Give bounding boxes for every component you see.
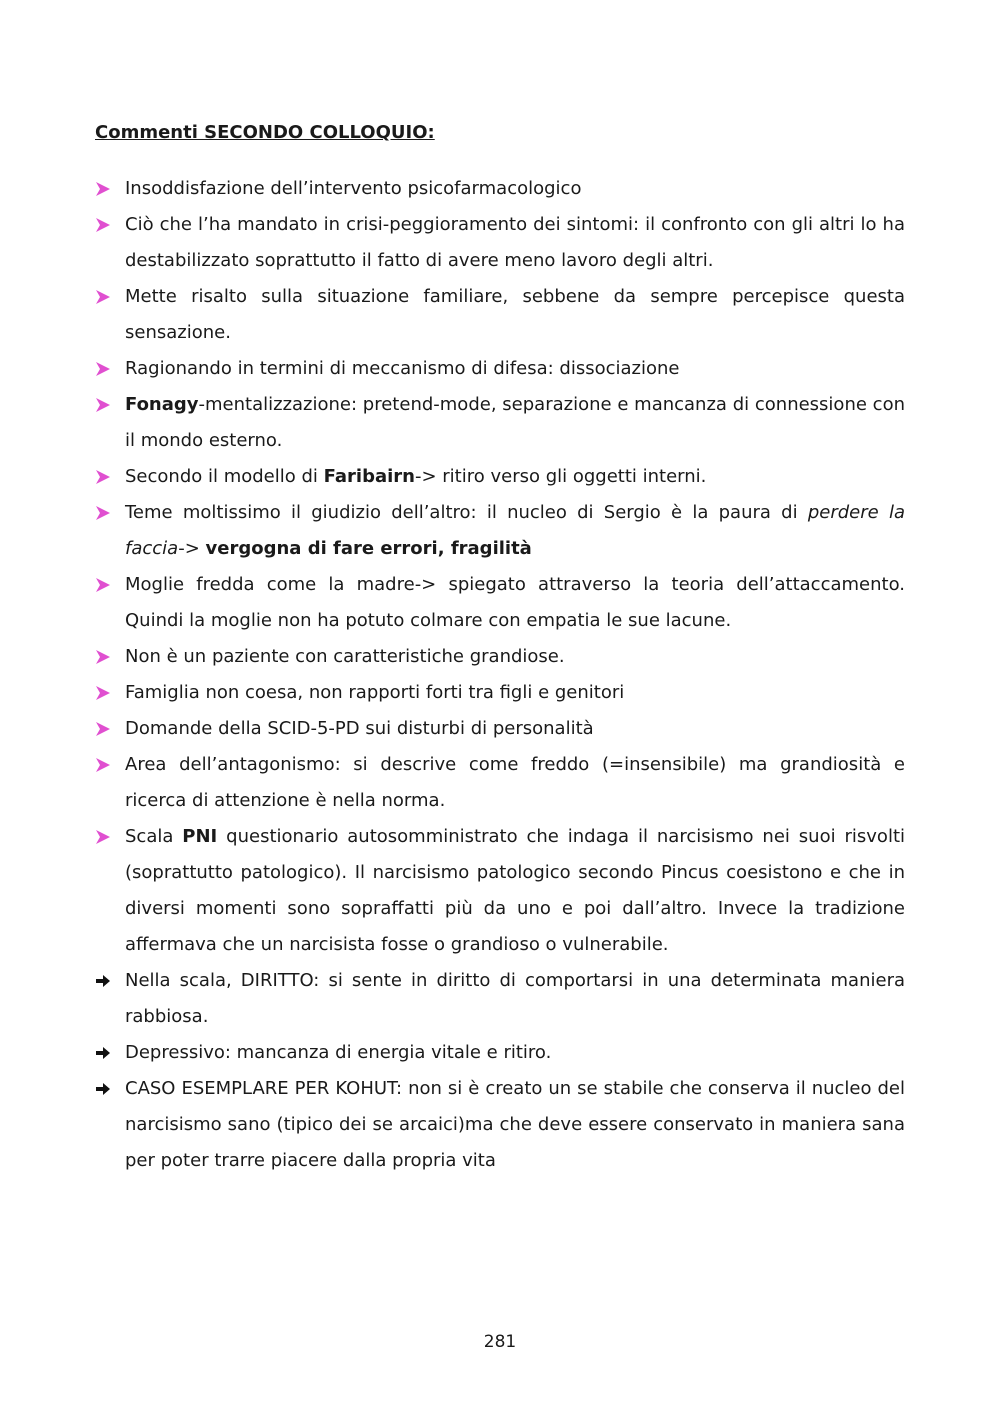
list-item: [95, 711, 905, 747]
item-text-mid: ->: [178, 538, 206, 559]
item-text: Depressivo: mancanza di energia vitale e ritiro.: [125, 1042, 552, 1063]
list-item: [95, 963, 905, 1035]
item-text: Insoddisfazione dell’intervento psicofarmacologico: [125, 178, 582, 199]
item-text: Ciò che l’ha mandato in crisi-peggioramento dei sintomi: il confronto con gli altri lo ha destabilizzato soprattutto il fatto di avere meno lavoro degli altri.: [125, 214, 905, 271]
right-arrow-icon: [95, 1045, 111, 1061]
page-number: 281: [483, 1332, 517, 1352]
bullet-arrowhead-icon: [95, 361, 111, 377]
bullet-arrowhead-icon: [95, 181, 111, 197]
bullet-arrowhead-icon: [95, 289, 111, 305]
item-text-prefix: Teme moltissimo il giudizio dell’altro: il nucleo di Sergio è la paura di: [125, 502, 808, 523]
section-heading: Commenti SECONDO COLLOQUIO:: [95, 122, 435, 143]
item-text: Moglie fredda come la madre-> spiegato attraverso la teoria dell’attaccamento. Quindi la moglie non ha potuto colmare con empatia le sue lacune.: [125, 574, 905, 631]
item-text: Mette risalto sulla situazione familiare, sebbene da sempre percepisce questa sensazione.: [125, 286, 905, 343]
item-text: CASO ESEMPLARE PER KOHUT: non si è creato un se stabile che conserva il nucleo del narcisismo sano (tipico dei se arcaici)ma che deve essere conservato in maniera sana per poter trarre piacere dalla propria vita: [125, 1078, 905, 1171]
list-item: [95, 351, 905, 387]
right-arrow-icon: [95, 973, 111, 989]
item-text: Domande della SCID-5-PD sui disturbi di personalità: [125, 718, 594, 739]
list-item: [95, 279, 905, 351]
list-item: [95, 495, 905, 567]
bullet-arrowhead-icon: [95, 829, 111, 845]
list-item: [95, 459, 905, 495]
item-text: Nella scala, DIRITTO: si sente in diritto di comportarsi in una determinata maniera rabbiosa.: [125, 970, 905, 1027]
list-item: [95, 207, 905, 279]
bullet-arrowhead-icon: [95, 217, 111, 233]
list-item: [95, 675, 905, 711]
bullet-arrowhead-icon: [95, 505, 111, 521]
item-text: questionario autosomministrato che indaga il narcisismo nei suoi risvolti (soprattutto patologico). Il narcisismo patologico secondo Pincus coesistono e che in diversi momenti sono sopraffatti più da uno e poi dall’altro. Invece la tradizione affermava che un narcisista fosse o grandioso o vulnerabile.: [125, 826, 906, 955]
item-text: Ragionando in termini di meccanismo di difesa: dissociazione: [125, 358, 680, 379]
list-item: [95, 747, 905, 819]
item-text-prefix: Scala: [125, 826, 183, 847]
right-arrow-icon: [95, 1081, 111, 1097]
italic-phrase: perdere la faccia: [125, 502, 905, 559]
item-text: -> ritiro verso gli oggetti interni.: [414, 466, 707, 487]
item-text: Area dell’antagonismo: si descrive come freddo (=insensibile) ma grandiosità e ricerca di attenzione è nella norma.: [125, 754, 905, 811]
bullet-arrowhead-icon: [95, 685, 111, 701]
bullet-arrowhead-icon: [95, 649, 111, 665]
scale-name: PNI: [182, 826, 218, 847]
item-text: Famiglia non coesa, non rapporti forti tra figli e genitori: [125, 682, 625, 703]
item-text: -mentalizzazione: pretend-mode, separazione e mancanza di connessione con il mondo esterno.: [125, 394, 905, 451]
list-item: [95, 639, 905, 675]
list-item: [95, 1035, 905, 1071]
bullet-arrowhead-icon: [95, 469, 111, 485]
item-text: Non è un paziente con caratteristiche grandiose.: [125, 646, 565, 667]
list-item: [95, 171, 905, 207]
list-item: [95, 819, 905, 963]
item-text-prefix: Secondo il modello di: [125, 466, 324, 487]
author-name: Fonagy: [125, 394, 199, 415]
bullet-arrowhead-icon: [95, 757, 111, 773]
bold-phrase: vergogna di fare errori, fragilità: [205, 538, 532, 559]
author-name: Faribairn: [323, 466, 415, 487]
arrow-list: [95, 963, 905, 1179]
list-item: [95, 1071, 905, 1179]
list-item: [95, 387, 905, 459]
list-item: [95, 567, 905, 639]
bullet-arrowhead-icon: [95, 397, 111, 413]
bullet-list: [95, 171, 905, 963]
bullet-arrowhead-icon: [95, 577, 111, 593]
bullet-arrowhead-icon: [95, 721, 111, 737]
